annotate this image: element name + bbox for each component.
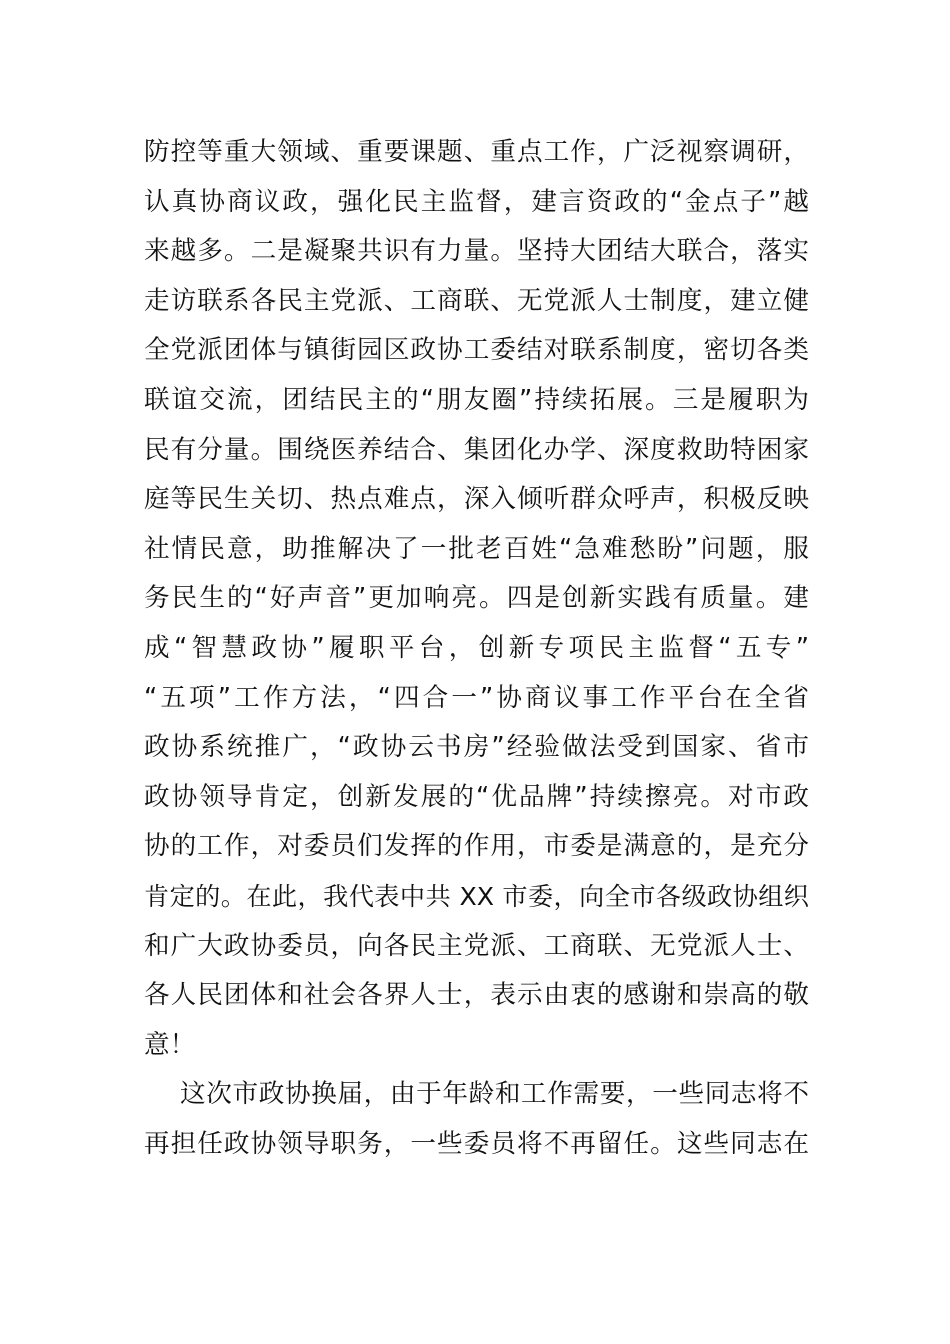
text-line: 防控等重大领域、重要课题、重点工作，广泛视察调研， [144, 137, 809, 167]
text-line: “五项”工作方法，“四合一”协商议事工作平台在全省 [144, 682, 809, 713]
paragraph [144, 128, 809, 1070]
text-line: 意！ [144, 1029, 196, 1060]
text-line: 联谊交流，团结民主的“朋友圈”持续拓展。三是履职为 [144, 384, 809, 415]
text-line: 这次市政协换届，由于年龄和工作需要，一些同志将不 [180, 1079, 809, 1110]
text-line: 务民生的“好声音”更加响亮。四是创新实践有质量。建 [144, 583, 809, 614]
text-line: 政协领导肯定，创新发展的“优品牌”持续擦亮。对市政 [144, 781, 809, 812]
text-line: 再担任政协领导职务，一些委员将不再留任。这些同志在 [144, 1128, 809, 1159]
text-line: 来越多。二是凝聚共识有力量。坚持大团结大联合，落实 [144, 236, 809, 267]
text-line: 政协系统推广，“政协云书房”经验做法受到国家、省市 [144, 732, 809, 763]
text-line: 协的工作，对委员们发挥的作用，市委是满意的，是充分 [144, 831, 809, 862]
text-line: 全党派团体与镇街园区政协工委结对联系制度，密切各类 [144, 335, 809, 366]
text-line: 各人民团体和社会各界人士，表示由衷的感谢和崇高的敬 [144, 980, 809, 1011]
text-line: 社情民意，助推解决了一批老百姓“急难愁盼”问题，服 [144, 533, 809, 564]
text-line: 民有分量。围绕医养结合、集团化办学、深度救助特困家 [144, 434, 809, 465]
text-line: 成“智慧政协”履职平台，创新专项民主监督“五专” [144, 632, 809, 663]
paragraph [144, 1070, 809, 1169]
text-line: 肯定的。在此，我代表中共 XX 市委，向全市各级政协组织 [144, 881, 809, 911]
text-line: 和广大政协委员，向各民主党派、工商联、无党派人士、 [144, 930, 809, 961]
body-text [144, 128, 809, 1169]
text-line: 走访联系各民主党派、工商联、无党派人士制度，建立健 [144, 285, 809, 316]
text-line: 庭等民生关切、热点难点，深入倾听群众呼声，积极反映 [144, 484, 809, 515]
text-line: 认真协商议政，强化民主监督，建言资政的“金点子”越 [144, 186, 809, 217]
